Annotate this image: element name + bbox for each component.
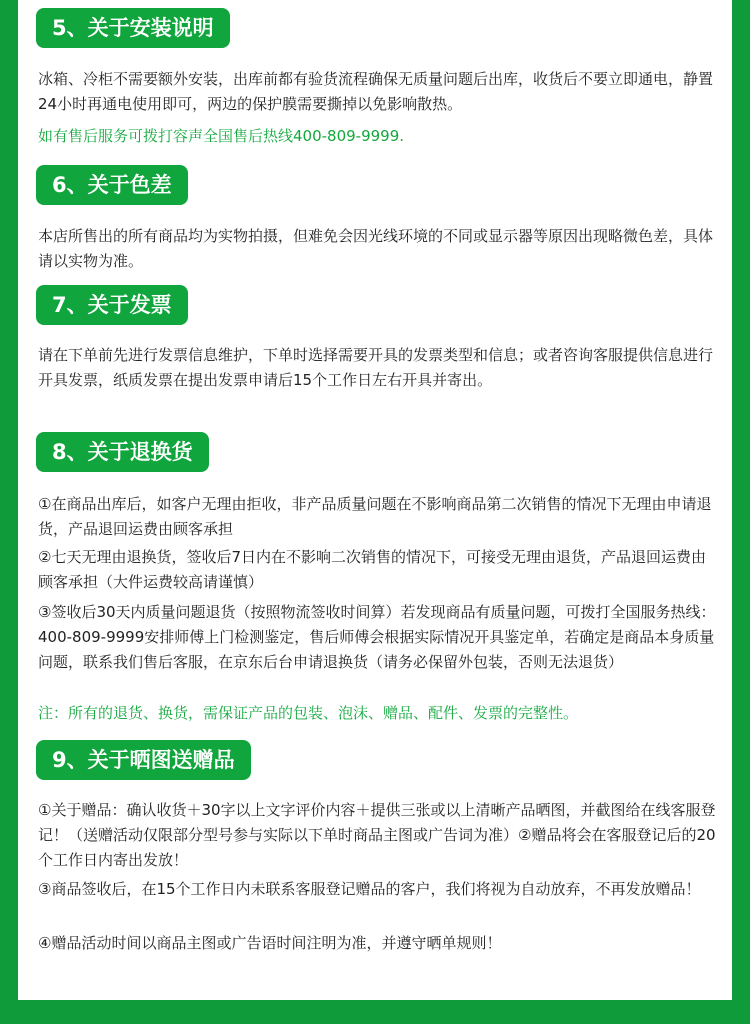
- section-9-item-2: ③商品签收后，在15个工作日内未联系客服登记赠品的客户，我们将视为自动放弃，不再发放赠品！: [38, 880, 701, 898]
- section-8-note: 注：所有的退货、换货，需保证产品的包装、泡沫、赠品、配件、发票的完整性。: [38, 704, 579, 722]
- section-5-text: 冰箱、冷柜不需要额外安装，出库前都有验货流程确保无质量问题后出库，收货后不要立即通电，静置24小时再通电使用即可，两边的保护膜需要撕掉以免影响散热。: [38, 70, 714, 113]
- section-9-item-3: ④赠品活动时间以商品主图或广告语时间注明为准，并遵守晒单规则！: [38, 934, 502, 952]
- section-9-item-1: ①关于赠品：确认收货＋30字以上文字评价内容＋提供三张或以上清晰产品晒图，并截图给在线客服登记！（送赠活动仅限部分型号参与实际以下单时商品主图或广告词为准）②赠品将会在客服登记后的20个工作日内寄出发放！: [38, 801, 716, 869]
- section-7-header: 7、关于发票: [36, 285, 188, 325]
- section-7-text: 请在下单前先进行发票信息维护，下单时选择需要开具的发票类型和信息；或者咨询客服提供信息进行开具发票，纸质发票在提出发票申请后15个工作日左右开具并寄出。: [38, 346, 714, 389]
- section-5-header: 5、关于安装说明: [36, 8, 230, 48]
- content-panel: [18, 0, 732, 1000]
- section-9-header: 9、关于晒图送赠品: [36, 740, 251, 780]
- section-5-hotline-note: 如有售后服务可拨打容声全国售后热线400-809-9999.: [38, 127, 405, 145]
- section-8-item-2: ②七天无理由退换货，签收后7日内在不影响二次销售的情况下，可接受无理由退货，产品退回运费由顾客承担（大件运费较高请谨慎）: [38, 548, 706, 591]
- section-6-header: 6、关于色差: [36, 165, 188, 205]
- section-8-item-1: ①在商品出库后，如客户无理由拒收，非产品质量问题在不影响商品第二次销售的情况下无理由申请退货，产品退回运费由顾客承担: [38, 495, 712, 538]
- section-8-item-3: ③签收后30天内质量问题退货（按照物流签收时间算）若发现商品有质量问题，可拨打全国服务热线：400-809-9999安排师傅上门检测鉴定，售后师傅会根据实际情况开具鉴定单，若确定是商品本身质量问题，联系我们售后客服，在京东后台申请退换货（请务必保留外包装，否则无法退货）: [38, 603, 716, 671]
- section-6-text: 本店所售出的所有商品均为实物拍摄，但难免会因光线环境的不同或显示器等原因出现略微色差，具体请以实物为准。: [38, 227, 714, 270]
- section-8-header: 8、关于退换货: [36, 432, 209, 472]
